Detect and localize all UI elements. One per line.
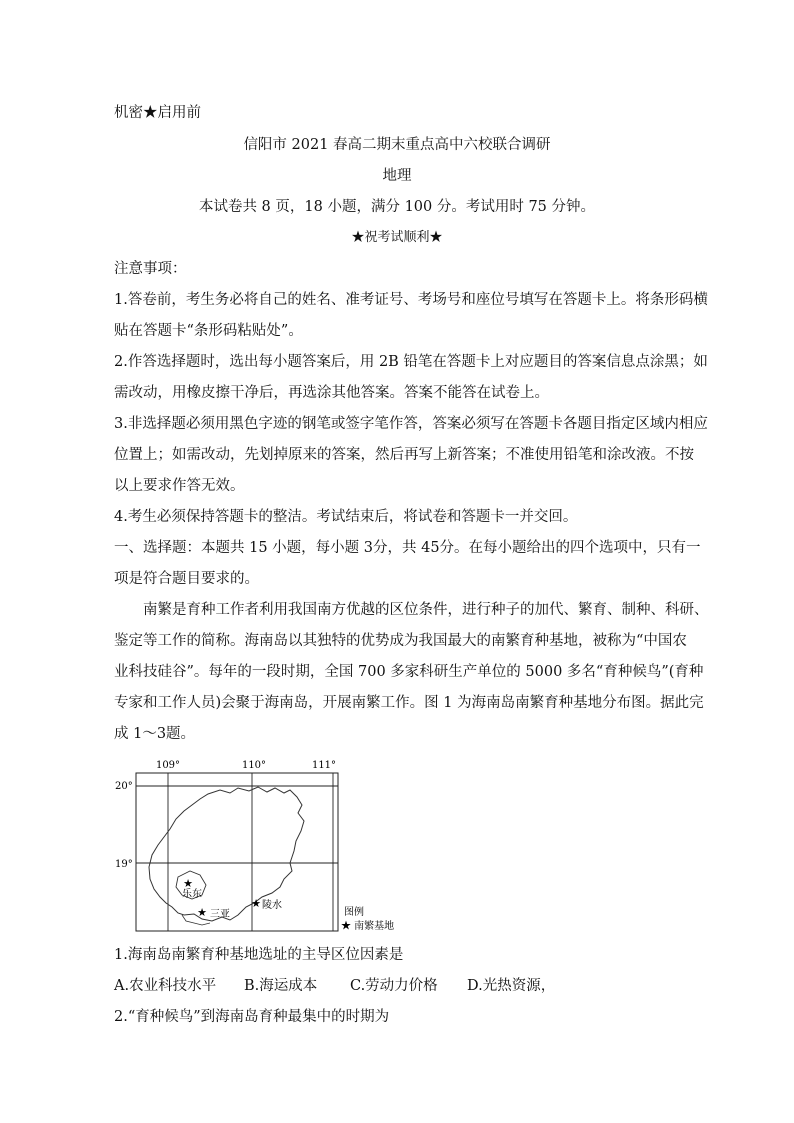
question-1: 1.海南岛南繁育种基地选址的主导区位因素是 (114, 947, 404, 963)
confidential-label: 机密★启用前 (114, 105, 201, 121)
q1-option-a: A.农业科技水平 (114, 978, 217, 994)
lon-label-111: 111° (311, 760, 337, 771)
lat-label-20: 20° (115, 781, 133, 792)
passage-line-1: 南繁是育种工作者利用我国南方优越的区位条件，进行种子的加代、繁育、制种、科研、 (143, 602, 709, 618)
notice-item-2-line-1: 2.作答选择题时，选出每小题答案后，用 2B 铅笔在答题卡上对应题目的答案信息点涂黑；如 (114, 354, 708, 370)
q1-option-d: D.光热资源， (467, 978, 556, 994)
lon-label-110: 110° (241, 760, 267, 771)
passage-line-2: 鉴定等工作的简称。海南岛以其独特的优势成为我国最大的南繁育种基地，被称为“中国农 (114, 633, 687, 649)
hainan-map (112, 757, 412, 937)
q1-option-c: C.劳动力价格 (350, 978, 438, 994)
legend-title: 图例 (344, 907, 364, 918)
lingshui-star-icon: ★ (251, 897, 261, 910)
good-luck-line: ★祝考试顺利★ (351, 230, 443, 245)
legend-item: ★ 南繁基地 (341, 921, 395, 932)
sanya-star-icon: ★ (197, 906, 207, 919)
exam-info: 本试卷共 8 页，18 小题，满分 100 分。考试用时 75 分钟。 (198, 199, 596, 215)
lon-label-109: 109° (155, 760, 181, 771)
city-label-ledong: 乐东 (182, 889, 202, 900)
section-1-line-1: 一、选择题：本题共 15 小题，每小题 3分，共 45分。在每小题给出的四个选项中，只有一 (114, 540, 701, 556)
notice-item-3-line-2: 位置上；如需改动，先划掉原来的答案，然后再写上新答案；不准使用铅笔和涂改液。不按 (114, 447, 694, 463)
passage-line-3: 业科技硅谷”。每年的一段时期，全国 700 多家科研生产单位的 5000 多名“育种候鸟”(育种 (114, 664, 704, 680)
city-label-sanya: 三亚 (210, 909, 230, 920)
passage-line-5: 成 1～3题。 (114, 726, 196, 742)
passage-line-4: 专家和工作人员)会聚于海南岛，开展南繁工作。图 1 为海南岛南繁育种基地分布图。据此完 (114, 695, 704, 711)
notice-heading: 注意事项： (114, 261, 187, 277)
ledong-star-icon: ★ (183, 877, 193, 890)
subject-title: 地理 (382, 168, 412, 184)
city-label-lingshui: 陵水 (262, 900, 282, 911)
notice-item-3-line-3: 以上要求作答无效。 (114, 478, 245, 494)
notice-item-1-line-1: 1.答卷前，考生务必将自己的姓名、准考证号、考场号和座位号填写在答题卡上。将条形码横 (114, 292, 708, 308)
question-2: 2.“育种候鸟”到海南岛育种最集中的时期为 (114, 1009, 390, 1025)
question-1-options (114, 976, 555, 996)
section-1-line-2: 项是符合题目要求的。 (114, 571, 259, 587)
notice-item-1-line-2: 贴在答题卡“条形码粘贴处”。 (114, 323, 303, 339)
exam-title: 信阳市 2021 春高二期末重点高中六校联合调研 (243, 137, 551, 153)
notice-item-4: 4.考生必须保持答题卡的整洁。考试结束后，将试卷和答题卡一并交回。 (114, 509, 578, 525)
q1-option-b: B.海运成本 (244, 978, 318, 994)
map-frame (136, 773, 338, 931)
notice-item-2-line-2: 需改动，用橡皮擦干净后，再选涂其他答案。答案不能答在试卷上。 (114, 385, 549, 401)
lat-label-19: 19° (115, 859, 133, 870)
notice-item-3-line-1: 3.非选择题必须用黑色字迹的钢笔或签字笔作答，答案必须写在答题卡各题目指定区域内相应 (114, 416, 708, 432)
